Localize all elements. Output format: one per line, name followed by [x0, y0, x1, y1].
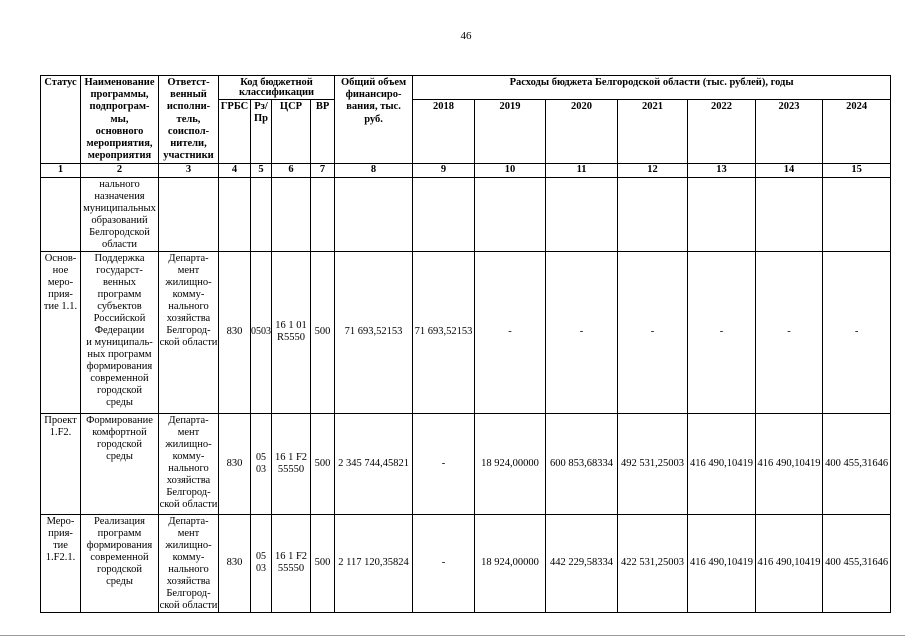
cell-name: Поддержка государст- венных программ субъектов Российской Федерации и муниципаль- ных программ формирования современной городской среды: [81, 251, 159, 413]
column-number: 5: [251, 163, 272, 177]
header-status: Статус: [41, 76, 81, 164]
cell-year-2023: 416 490,10419: [756, 514, 823, 612]
column-number: 3: [159, 163, 219, 177]
column-number: 6: [272, 163, 311, 177]
cell-csr: 16 1 F2 55550: [272, 413, 311, 514]
cell-vr: 500: [311, 514, 335, 612]
column-number: 14: [756, 163, 823, 177]
cell-responsible: Департа- мент жилищно- комму- нального хозяйства Белгород- ской области: [159, 515, 218, 611]
column-number: 10: [475, 163, 546, 177]
cell-year-2020: [546, 177, 618, 251]
table-row: [41, 413, 891, 514]
cell-year-2021: 422 531,25003: [618, 514, 688, 612]
cell-year-2024: 400 455,31646: [823, 514, 891, 612]
cell-rz-pr: 0503: [251, 251, 272, 413]
column-number: 15: [823, 163, 891, 177]
column-number: 9: [413, 163, 475, 177]
cell-responsible: [159, 177, 219, 251]
page-number: 46: [460, 30, 472, 42]
cell-total-funding: [335, 177, 413, 251]
cell-year-2022: -: [688, 251, 756, 413]
header-year-2024: 2024: [823, 99, 891, 163]
column-number: 4: [219, 163, 251, 177]
header-rz-pr: Рз/ Пр: [251, 99, 272, 163]
header-year-2020: 2020: [546, 99, 618, 163]
column-number: 1: [41, 163, 81, 177]
header-year-2018: 2018: [413, 99, 475, 163]
cell-year-2018: -: [413, 413, 475, 514]
cell-year-2023: [756, 177, 823, 251]
cell-vr: [311, 177, 335, 251]
column-number: 7: [311, 163, 335, 177]
cell-status: Меро- прия- тие 1.F2.1.: [41, 514, 81, 612]
cell-year-2020: 600 853,68334: [546, 413, 618, 514]
header-budget-code: Код бюджетной классификации: [219, 76, 335, 100]
cell-year-2024: -: [823, 251, 891, 413]
column-number: 13: [688, 163, 756, 177]
cell-rz-pr: 05 03: [251, 514, 272, 612]
cell-year-2024: 400 455,31646: [823, 413, 891, 514]
cell-grbs: 830: [219, 413, 251, 514]
cell-year-2021: -: [618, 251, 688, 413]
cell-rz-pr: [251, 177, 272, 251]
header-expenses: Расходы бюджета Белгородской области (тыс. рублей), годы: [413, 76, 891, 100]
cell-csr: 16 1 01 R5550: [272, 251, 311, 413]
table-row: [41, 251, 891, 413]
cell-year-2019: -: [475, 251, 546, 413]
cell-csr: [272, 177, 311, 251]
column-number: 2: [81, 163, 159, 177]
header-year-2023: 2023: [756, 99, 823, 163]
cell-year-2023: 416 490,10419: [756, 413, 823, 514]
cell-grbs: [219, 177, 251, 251]
cell-year-2022: [688, 177, 756, 251]
cell-vr: 500: [311, 413, 335, 514]
cell-status: Основ- ное меро- прия- тие 1.1.: [41, 251, 81, 413]
cell-responsible: Департа- мент жилищно- комму- нального хозяйства Белгород- ской области: [159, 251, 219, 413]
header-grbs: ГРБС: [219, 99, 251, 163]
cell-year-2024: [823, 177, 891, 251]
cell-status: Проект 1.F2.: [41, 413, 81, 514]
column-number: 11: [546, 163, 618, 177]
cell-total-funding: 2 345 744,45821: [335, 413, 413, 514]
table-row: [41, 514, 891, 612]
cell-year-2018: -: [413, 514, 475, 612]
header-row: [41, 76, 891, 100]
cell-status: [41, 177, 81, 251]
cell-csr: 16 1 F2 55550: [272, 514, 311, 612]
header-vr: ВР: [311, 99, 335, 163]
header-csr: ЦСР: [272, 99, 311, 163]
header-year-2019: 2019: [475, 99, 546, 163]
cell-year-2021: 492 531,25003: [618, 413, 688, 514]
cell-year-2020: -: [546, 251, 618, 413]
header-year-2021: 2021: [618, 99, 688, 163]
header-year-2022: 2022: [688, 99, 756, 163]
cell-year-2018: [413, 177, 475, 251]
cell-grbs: 830: [219, 514, 251, 612]
cell-year-2018: 71 693,52153: [413, 251, 475, 413]
budget-table: [40, 75, 891, 613]
table-row: [41, 177, 891, 251]
header-name: Наименование программы, подпрограм- мы, основного мероприятия, мероприятия: [81, 76, 159, 164]
cell-rz-pr: 05 03: [251, 413, 272, 514]
page-bottom-edge: [0, 635, 905, 636]
cell-responsible: Департа- мент жилищно- комму- нального хозяйства Белгород- ской области: [159, 413, 219, 514]
cell-year-2019: 18 924,00000: [475, 413, 546, 514]
cell-year-2022: 416 490,10419: [688, 413, 756, 514]
cell-total-funding: 2 117 120,35824: [335, 514, 413, 612]
column-number: 12: [618, 163, 688, 177]
column-number: 8: [335, 163, 413, 177]
cell-year-2021: [618, 177, 688, 251]
cell-year-2019: [475, 177, 546, 251]
cell-name: Реализация программ формирования современной городской среды: [81, 514, 159, 612]
cell-name: Формирование комфортной городской среды: [81, 413, 159, 514]
cell-year-2019: 18 924,00000: [475, 514, 546, 612]
header-total-funding: Общий объем финансиро- вания, тыс. руб.: [335, 76, 413, 164]
column-number-row: [41, 163, 891, 177]
cell-year-2020: 442 229,58334: [546, 514, 618, 612]
cell-year-2022: 416 490,10419: [688, 514, 756, 612]
cell-vr: 500: [311, 251, 335, 413]
cell-name: нального назначения муниципальных образований Белгородской области: [81, 177, 159, 251]
cell-grbs: 830: [219, 251, 251, 413]
cell-year-2023: -: [756, 251, 823, 413]
cell-total-funding: 71 693,52153: [335, 251, 413, 413]
header-responsible: Ответст- венный исполни- тель, соиспол- нители, участники: [159, 76, 219, 164]
